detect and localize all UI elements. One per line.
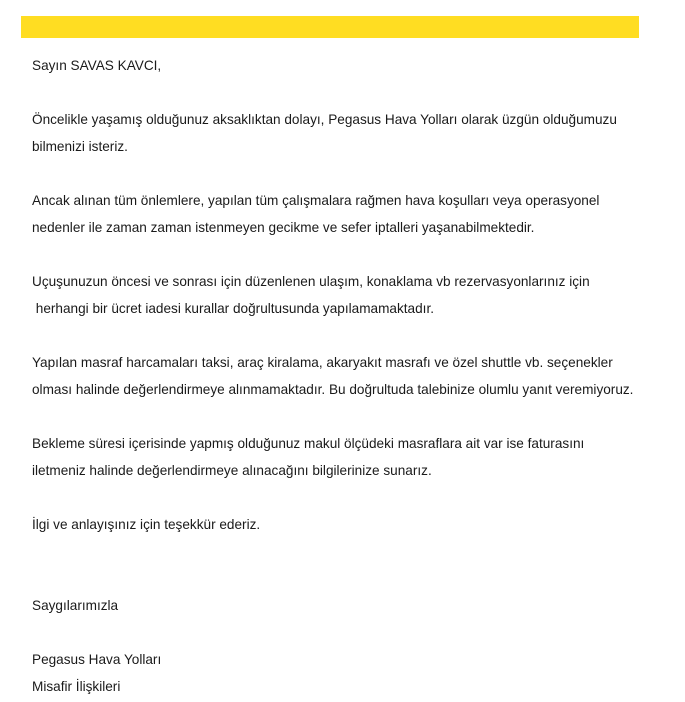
letter-body	[32, 52, 652, 700]
paragraph-line: nedenler ile zaman zaman istenmeyen gecikme ve sefer iptalleri yaşanabilmektedir.	[32, 220, 535, 235]
signature-company: Pegasus Hava Yolları	[32, 652, 162, 667]
paragraph-line: iletmeniz halinde değerlendirmeye alınacağını bilgilerinize sunarız.	[32, 463, 432, 478]
paragraph-line: Yapılan masraf harcamaları taksi, araç kiralama, akaryakıt masrafı ve özel shuttle vb. seçenekler	[32, 355, 613, 370]
paragraph-line: bilmenizi isteriz.	[32, 139, 128, 154]
paragraph-line: olması halinde değerlendirmeye alınmamaktadır. Bu doğrultuda talebinize olumlu yanıt veremiyoruz.	[32, 382, 634, 397]
paragraph-line: Bekleme süresi içerisinde yapmış olduğunuz makul ölçüdeki masraflara ait var ise faturasını	[32, 436, 585, 451]
paragraph-expenses	[32, 349, 652, 403]
paragraph-line: Ancak alınan tüm önlemlere, yapılan tüm çalışmalara rağmen hava koşulları veya operasyonel	[32, 193, 600, 208]
paragraph-weather-operations	[32, 187, 652, 241]
paragraph-line: herhangi bir ücret iadesi kurallar doğrultusunda yapılamamaktadır.	[32, 301, 434, 316]
closing: Saygılarımızla	[32, 598, 119, 613]
paragraph-apology	[32, 106, 652, 160]
paragraph-thanks	[32, 511, 652, 538]
paragraph-invoice	[32, 430, 652, 484]
paragraph-line: İlgi ve anlayışınız için teşekkür ederiz.	[32, 517, 261, 532]
paragraph-line: Öncelikle yaşamış olduğunuz aksaklıktan dolayı, Pegasus Hava Yolları olarak üzgün olduğumuzu	[32, 112, 617, 127]
paragraph-refund-policy	[32, 268, 652, 322]
brand-header-bar	[21, 16, 639, 38]
paragraph-line: Uçuşunuzun öncesi ve sonrası için düzenlenen ulaşım, konaklama vb rezervasyonlarınız için	[32, 274, 590, 289]
signature-department: Misafir İlişkileri	[32, 679, 121, 694]
salutation: Sayın SAVAS KAVCI,	[32, 58, 162, 73]
